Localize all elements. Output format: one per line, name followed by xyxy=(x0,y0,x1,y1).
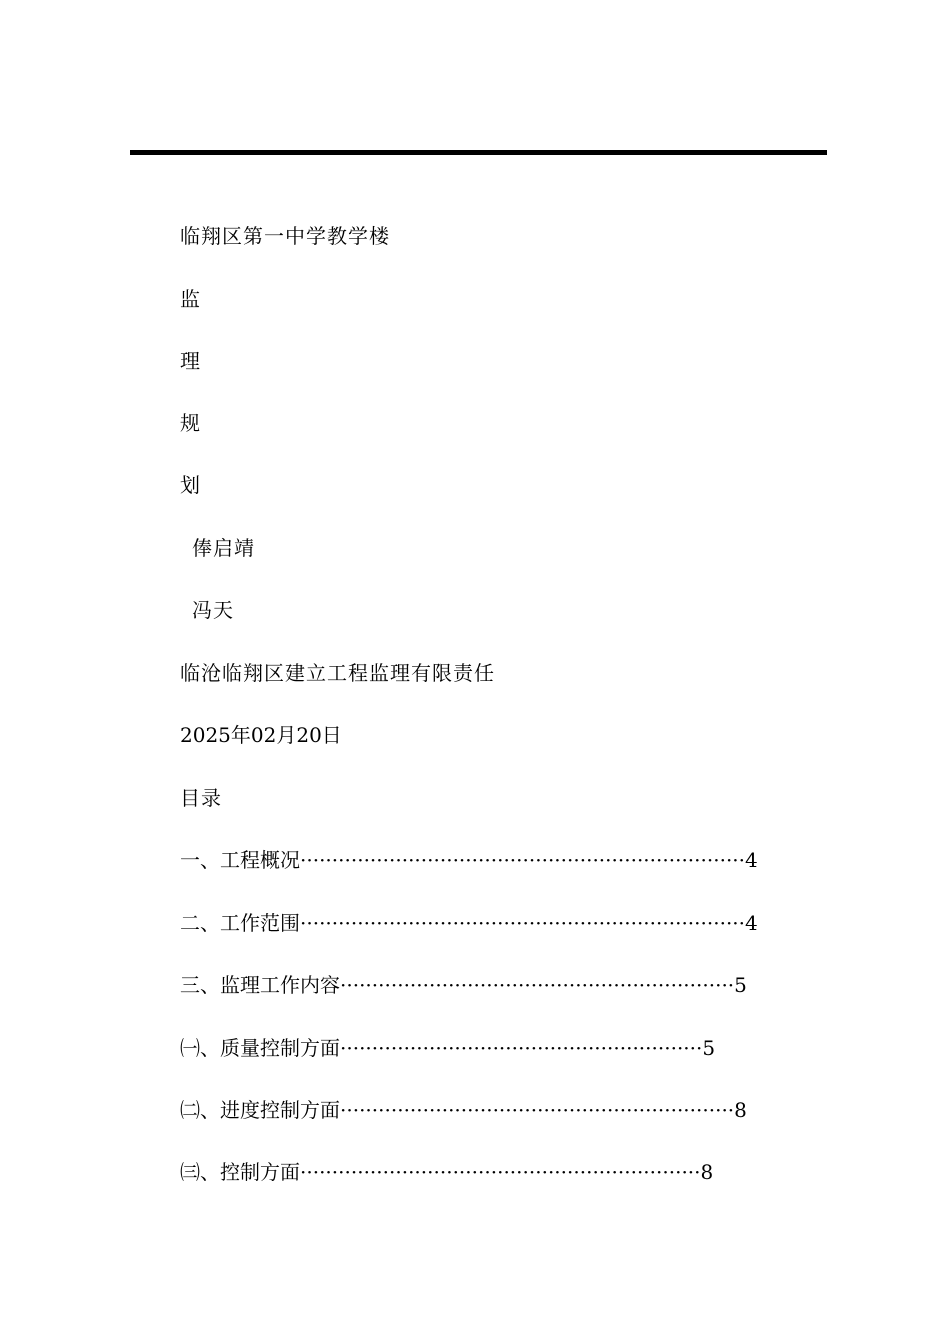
toc-leader: ······························································· xyxy=(300,1160,701,1184)
toc-leader: ························································· xyxy=(340,1036,703,1060)
toc-entry xyxy=(180,1036,715,1060)
top-rule xyxy=(130,150,827,155)
toc-entry xyxy=(180,848,758,872)
toc-entry-page: 4 xyxy=(745,848,758,872)
toc-entry-label: ㈢、控制方面 xyxy=(180,1160,300,1184)
toc-entry-label: ㈠、质量控制方面 xyxy=(180,1036,340,1060)
toc-entry-label: 三、监理工作内容 xyxy=(180,973,340,997)
toc-entry-page: 4 xyxy=(745,911,758,935)
company-name: 临沧临翔区建立工程监理有限责任 xyxy=(180,661,495,685)
toc-entry xyxy=(180,1160,713,1184)
toc-entry-label: 一、工程概况 xyxy=(180,848,300,872)
person-name-1: 俸启靖 xyxy=(192,536,255,560)
document-title: 临翔区第一中学教学楼 xyxy=(180,224,390,248)
toc-leader: ······························································ xyxy=(340,973,735,997)
toc-entry-label: ㈡、进度控制方面 xyxy=(180,1098,340,1122)
toc-entry xyxy=(180,1098,747,1122)
toc-entry-page: 5 xyxy=(734,973,747,997)
toc-entry-page: 8 xyxy=(734,1098,747,1122)
doc-type-char-3: 规 xyxy=(180,411,201,435)
toc-entry-label: 二、工作范围 xyxy=(180,911,300,935)
toc-entry-page: 8 xyxy=(700,1160,714,1184)
toc-leader: ······························································ xyxy=(340,1098,735,1122)
toc-entry xyxy=(180,973,747,997)
doc-type-char-1: 监 xyxy=(180,287,201,311)
person-name-2: 冯天 xyxy=(192,598,234,622)
doc-type-char-4: 划 xyxy=(180,473,201,497)
toc-heading: 目录 xyxy=(180,786,222,810)
doc-type-char-2: 理 xyxy=(180,349,201,373)
document-date: 2025年02月20日 xyxy=(180,723,342,747)
toc-entry-page: 5 xyxy=(702,1036,716,1060)
toc-leader: ······································································ xyxy=(300,911,746,935)
toc-entry xyxy=(180,911,758,935)
toc-leader: ······································································ xyxy=(300,848,746,872)
